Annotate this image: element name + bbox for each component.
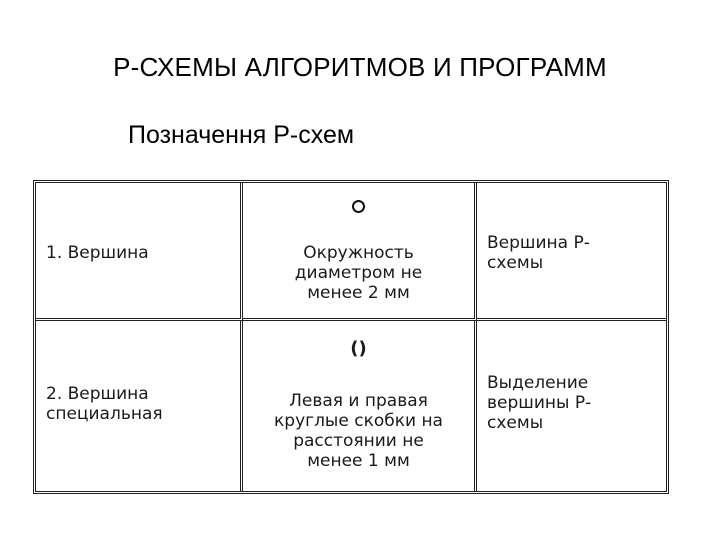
row-1-description: Окружность диаметром не менее 2 мм [294,243,423,303]
table-row-1-name-cell [36,183,243,321]
page-title: Р-СХЕМЫ АЛГОРИТМОВ И ПРОГРАММ [113,52,607,82]
row-2-description: Левая и правая круглые скобки на расстоянии не менее 1 мм [274,391,443,471]
parentheses-icon: () [350,338,367,359]
notation-table [33,180,669,494]
page-subtitle: Позначення Р-схем [128,121,355,149]
circle-icon [243,198,474,218]
row-1-name: 1. Вершина [46,243,149,263]
row-1-meaning: Вершина Р- схемы [487,233,590,273]
table-row-2-meaning-cell [477,321,666,491]
row-2-name: 2. Вершина специальная [46,384,163,424]
row-2-meaning: Выделение вершины Р- схемы [487,373,592,433]
table-row-2-name-cell [36,321,243,491]
table-row-1-symbol-cell [243,183,477,321]
table-row-2-symbol-cell [243,321,477,491]
table-row-1-meaning-cell [477,183,666,321]
